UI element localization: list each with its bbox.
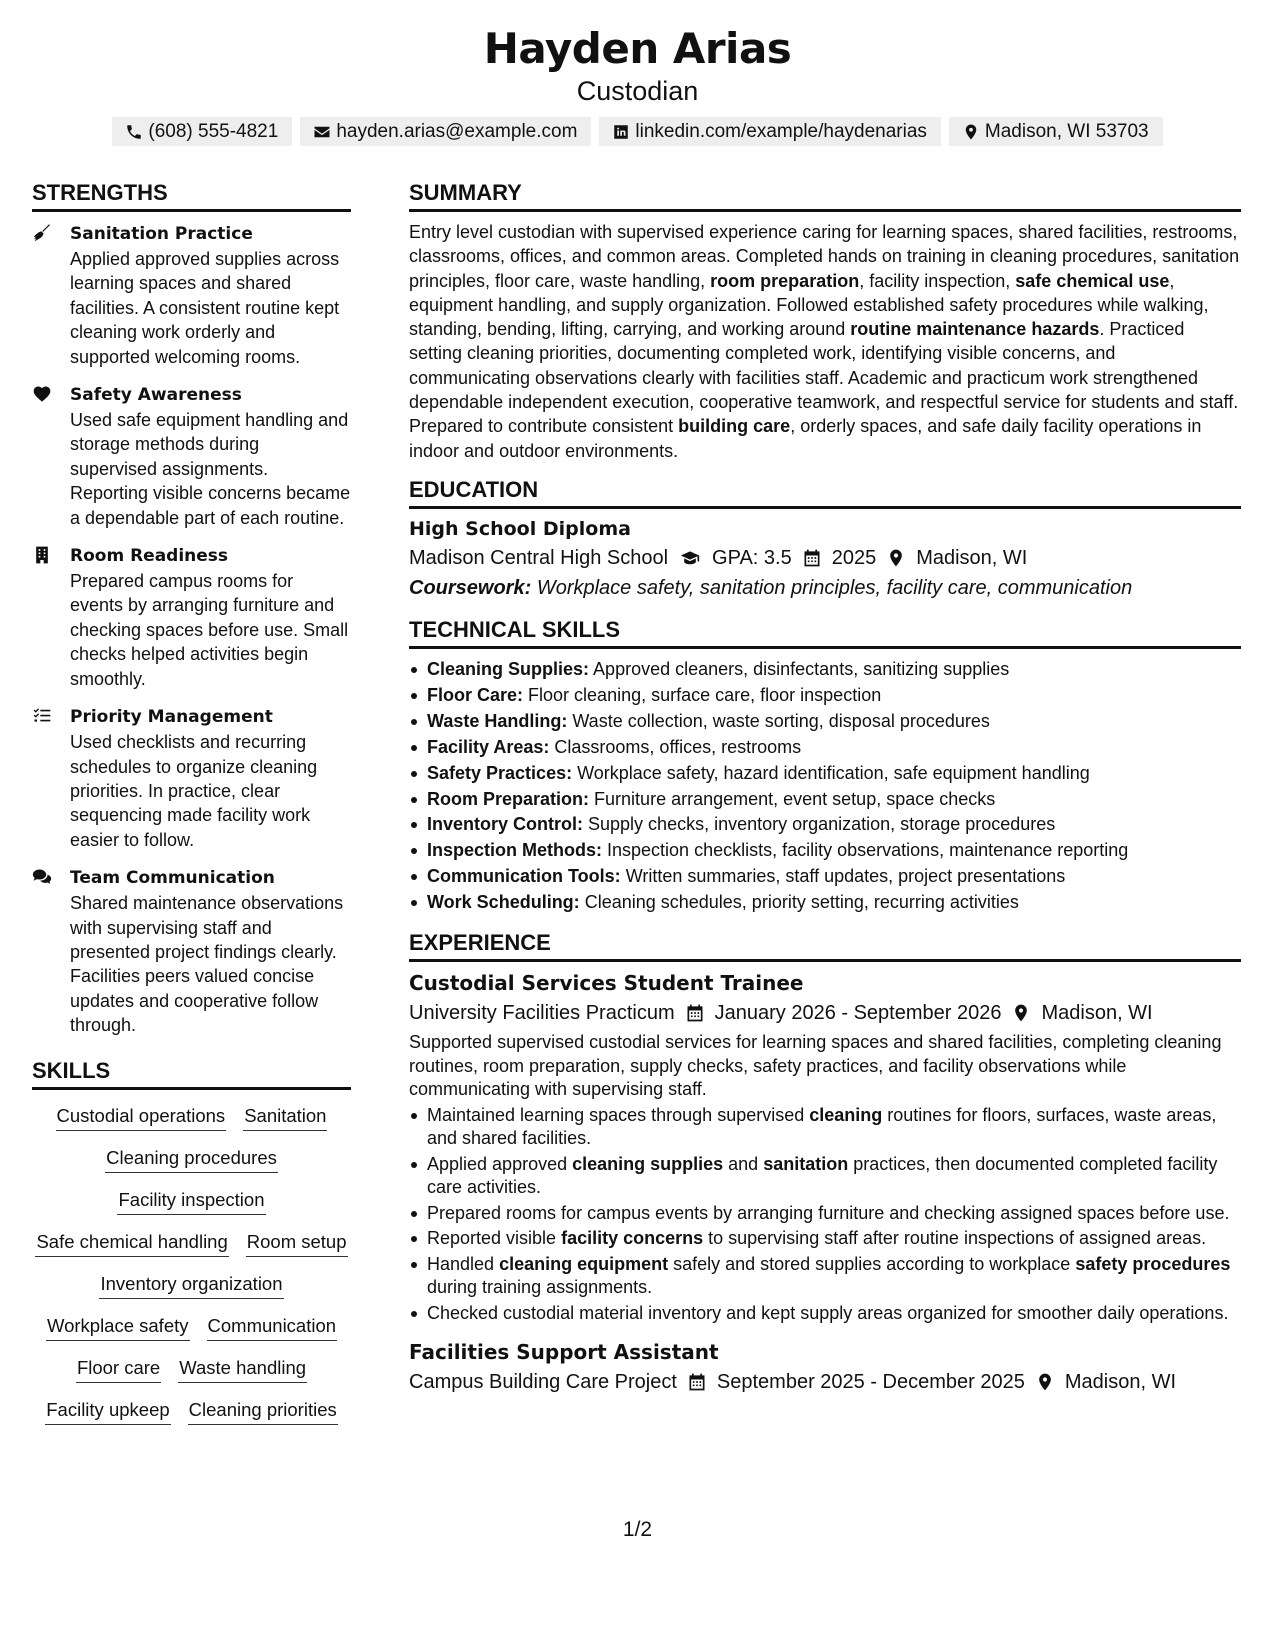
skill-tag: Room setup	[246, 1230, 348, 1257]
broom-icon	[32, 223, 54, 243]
list-item: Safety Practices: Workplace safety, hazard identification, safe equipment handling	[409, 761, 1241, 787]
school-location: Madison, WI	[916, 546, 1028, 569]
strength-item	[32, 382, 351, 530]
checklist-icon	[32, 706, 54, 726]
skill-tag: Facility inspection	[117, 1188, 265, 1215]
list-item: Floor Care: Floor cleaning, surface care, floor inspection	[409, 683, 1241, 709]
linkedin-text: linkedin.com/example/haydenarias	[635, 120, 927, 142]
job-org: Campus Building Care Project	[409, 1371, 677, 1394]
education-meta	[409, 543, 1241, 573]
skill-tag: Cleaning procedures	[105, 1146, 278, 1173]
strength-text: Applied approved supplies across learning spaces and shared facilities. A consistent routine kept cleaning work orderly and supported welcoming rooms.	[70, 249, 340, 367]
job-entry	[409, 968, 1241, 1325]
job-title: Custodial Services Student Trainee	[409, 971, 804, 996]
phone-text: (608) 555-4821	[148, 120, 279, 142]
calendar-icon	[687, 1372, 707, 1392]
education-degree: High School Diploma	[409, 517, 631, 540]
list-item: Work Scheduling: Cleaning schedules, priority setting, recurring activities	[409, 890, 1241, 916]
calendar-icon	[802, 548, 822, 568]
technical-skills-list	[409, 657, 1241, 916]
skills-list	[32, 1100, 351, 1425]
envelope-icon	[313, 123, 331, 141]
contact-location	[949, 117, 1163, 146]
page-number: 1/2	[622, 1518, 653, 1541]
location-pin-icon	[1011, 1003, 1031, 1023]
strength-title: Team Communication	[70, 868, 275, 889]
strength-text: Shared maintenance observations with supervising staff and presented project findings clearly. Facilities peers valued concise updates and cooperative follow through.	[70, 893, 344, 1036]
contact-linkedin[interactable]	[599, 117, 941, 146]
list-item: Checked custodial material inventory and kept supply areas organized for smoother daily operations.	[409, 1302, 1241, 1326]
skill-tag: Sanitation	[243, 1104, 327, 1131]
technical-skills-heading: TECHNICAL SKILLS	[409, 617, 1241, 649]
job-meta	[409, 1367, 1241, 1397]
graduation-cap-icon	[678, 548, 702, 568]
skill-tag: Cleaning priorities	[188, 1398, 338, 1425]
job-dates: January 2026 - September 2026	[714, 1002, 1002, 1025]
linkedin-icon	[612, 123, 630, 141]
heart-icon	[32, 384, 54, 404]
list-item: Communication Tools: Written summaries, staff updates, project presentations	[409, 864, 1241, 890]
job-meta	[409, 998, 1241, 1028]
list-item: Prepared rooms for campus events by arranging furniture and checking assigned spaces before use.	[409, 1202, 1241, 1226]
skill-tag: Custodial operations	[56, 1104, 227, 1131]
job-entry	[409, 1337, 1241, 1397]
location-pin-icon	[886, 548, 906, 568]
contact-email[interactable]	[300, 117, 591, 146]
calendar-icon	[685, 1003, 705, 1023]
strength-title: Safety Awareness	[70, 385, 242, 406]
graduation-year: 2025	[831, 546, 877, 569]
strength-item	[32, 221, 351, 369]
gpa-text: GPA: 3.5	[712, 546, 792, 569]
strength-text: Used checklists and recurring schedules to organize cleaning priorities. In practice, clear sequencing made facility work easier to follow.	[70, 732, 318, 850]
list-item: Facility Areas: Classrooms, offices, restrooms	[409, 735, 1241, 761]
list-item: Applied approved cleaning supplies and sanitation practices, then documented completed facility care activities.	[409, 1153, 1241, 1200]
job-org: University Facilities Practicum	[409, 1002, 675, 1025]
resume-header	[0, 22, 1275, 146]
skill-tag: Waste handling	[178, 1356, 307, 1383]
job-bullets	[409, 1104, 1241, 1326]
list-item: Handled cleaning equipment safely and stored supplies according to workplace safety procedures during training assignments.	[409, 1253, 1241, 1300]
list-item: Inspection Methods: Inspection checklists, facility observations, maintenance reporting	[409, 838, 1241, 864]
skill-tag: Floor care	[76, 1356, 161, 1383]
strength-item	[32, 704, 351, 852]
skills-heading: SKILLS	[32, 1058, 351, 1090]
skill-tag: Facility upkeep	[45, 1398, 170, 1425]
job-title: Facilities Support Assistant	[409, 1340, 719, 1365]
phone-icon	[125, 123, 143, 141]
skill-tag: Inventory organization	[99, 1272, 283, 1299]
summary-text: Entry level custodian with supervised experience caring for learning spaces, shared facilities, restrooms, classrooms, offices, and common areas. Completed hands on training in cleaning procedures, sanitation principles, floor care, waste handling, room preparation, facility inspection, safe chemical use, equipment handling, and supply organization. Followed established safety procedures while walking, standing, bending, lifting, carrying, and working around routine maintenance hazards. Practiced setting cleaning priorities, documenting completed work, identifying visible concerns, and communicating observations clearly with facilities staff. Academic and practicum work strengthened dependable independent execution, cooperative teamwork, and respectful service for students and staff. Prepared to contribute consistent building care, orderly spaces, and safe daily facility operations in indoor and outdoor environments.	[409, 222, 1240, 461]
job-location: Madison, WI	[1064, 1371, 1177, 1394]
strength-title: Sanitation Practice	[70, 224, 253, 244]
contact-bar	[0, 117, 1275, 146]
candidate-name: Hayden Arias	[483, 24, 792, 73]
experience-heading: EXPERIENCE	[409, 930, 1241, 962]
building-icon	[32, 545, 54, 565]
strength-title: Priority Management	[70, 707, 273, 728]
list-item: Room Preparation: Furniture arrangement, event setup, space checks	[409, 787, 1241, 813]
strength-title: Room Readiness	[70, 546, 229, 567]
job-description: Supported supervised custodial services for learning spaces and shared facilities, completing cleaning routines, room preparation, supply checks, safety practices, and facility observations while communicating with supervising staff.	[409, 1032, 1222, 1100]
strength-item	[32, 543, 351, 691]
skill-tag: Safe chemical handling	[35, 1230, 228, 1257]
chat-bubbles-icon	[32, 867, 54, 887]
email-text: hayden.arias@example.com	[336, 120, 578, 142]
location-pin-icon	[1035, 1372, 1055, 1392]
job-dates: September 2025 - December 2025	[716, 1371, 1025, 1394]
list-item: Reported visible facility concerns to supervising staff after routine inspections of assigned areas.	[409, 1227, 1241, 1251]
list-item: Inventory Control: Supply checks, inventory organization, storage procedures	[409, 812, 1241, 838]
summary-heading: SUMMARY	[409, 180, 1241, 212]
coursework: Coursework: Workplace safety, sanitation principles, facility care, communication	[409, 576, 1133, 599]
location-pin-icon	[962, 123, 980, 141]
strengths-heading: STRENGTHS	[32, 180, 351, 212]
location-text: Madison, WI 53703	[984, 120, 1149, 142]
list-item: Waste Handling: Waste collection, waste sorting, disposal procedures	[409, 709, 1241, 735]
strength-text: Used safe equipment handling and storage methods during supervised assignments. Reporting visible concerns became a dependable part of each routine.	[70, 410, 351, 528]
candidate-title: Custodian	[576, 76, 699, 106]
skill-tag: Workplace safety	[46, 1314, 190, 1341]
list-item: Cleaning Supplies: Approved cleaners, disinfectants, sanitizing supplies	[409, 657, 1241, 683]
skill-tag: Communication	[207, 1314, 338, 1341]
school-name: Madison Central High School	[409, 546, 669, 569]
contact-phone	[112, 117, 292, 146]
list-item: Maintained learning spaces through supervised cleaning routines for floors, surfaces, waste areas, and shared facilities.	[409, 1104, 1241, 1151]
right-column	[409, 180, 1241, 1397]
job-location: Madison, WI	[1041, 1002, 1153, 1025]
strength-item	[32, 865, 351, 1037]
strength-text: Prepared campus rooms for events by arranging furniture and checking spaces before use. Small checks helped activities begin smoothly.	[70, 571, 349, 689]
education-heading: EDUCATION	[409, 477, 1241, 509]
left-column	[32, 180, 351, 1425]
